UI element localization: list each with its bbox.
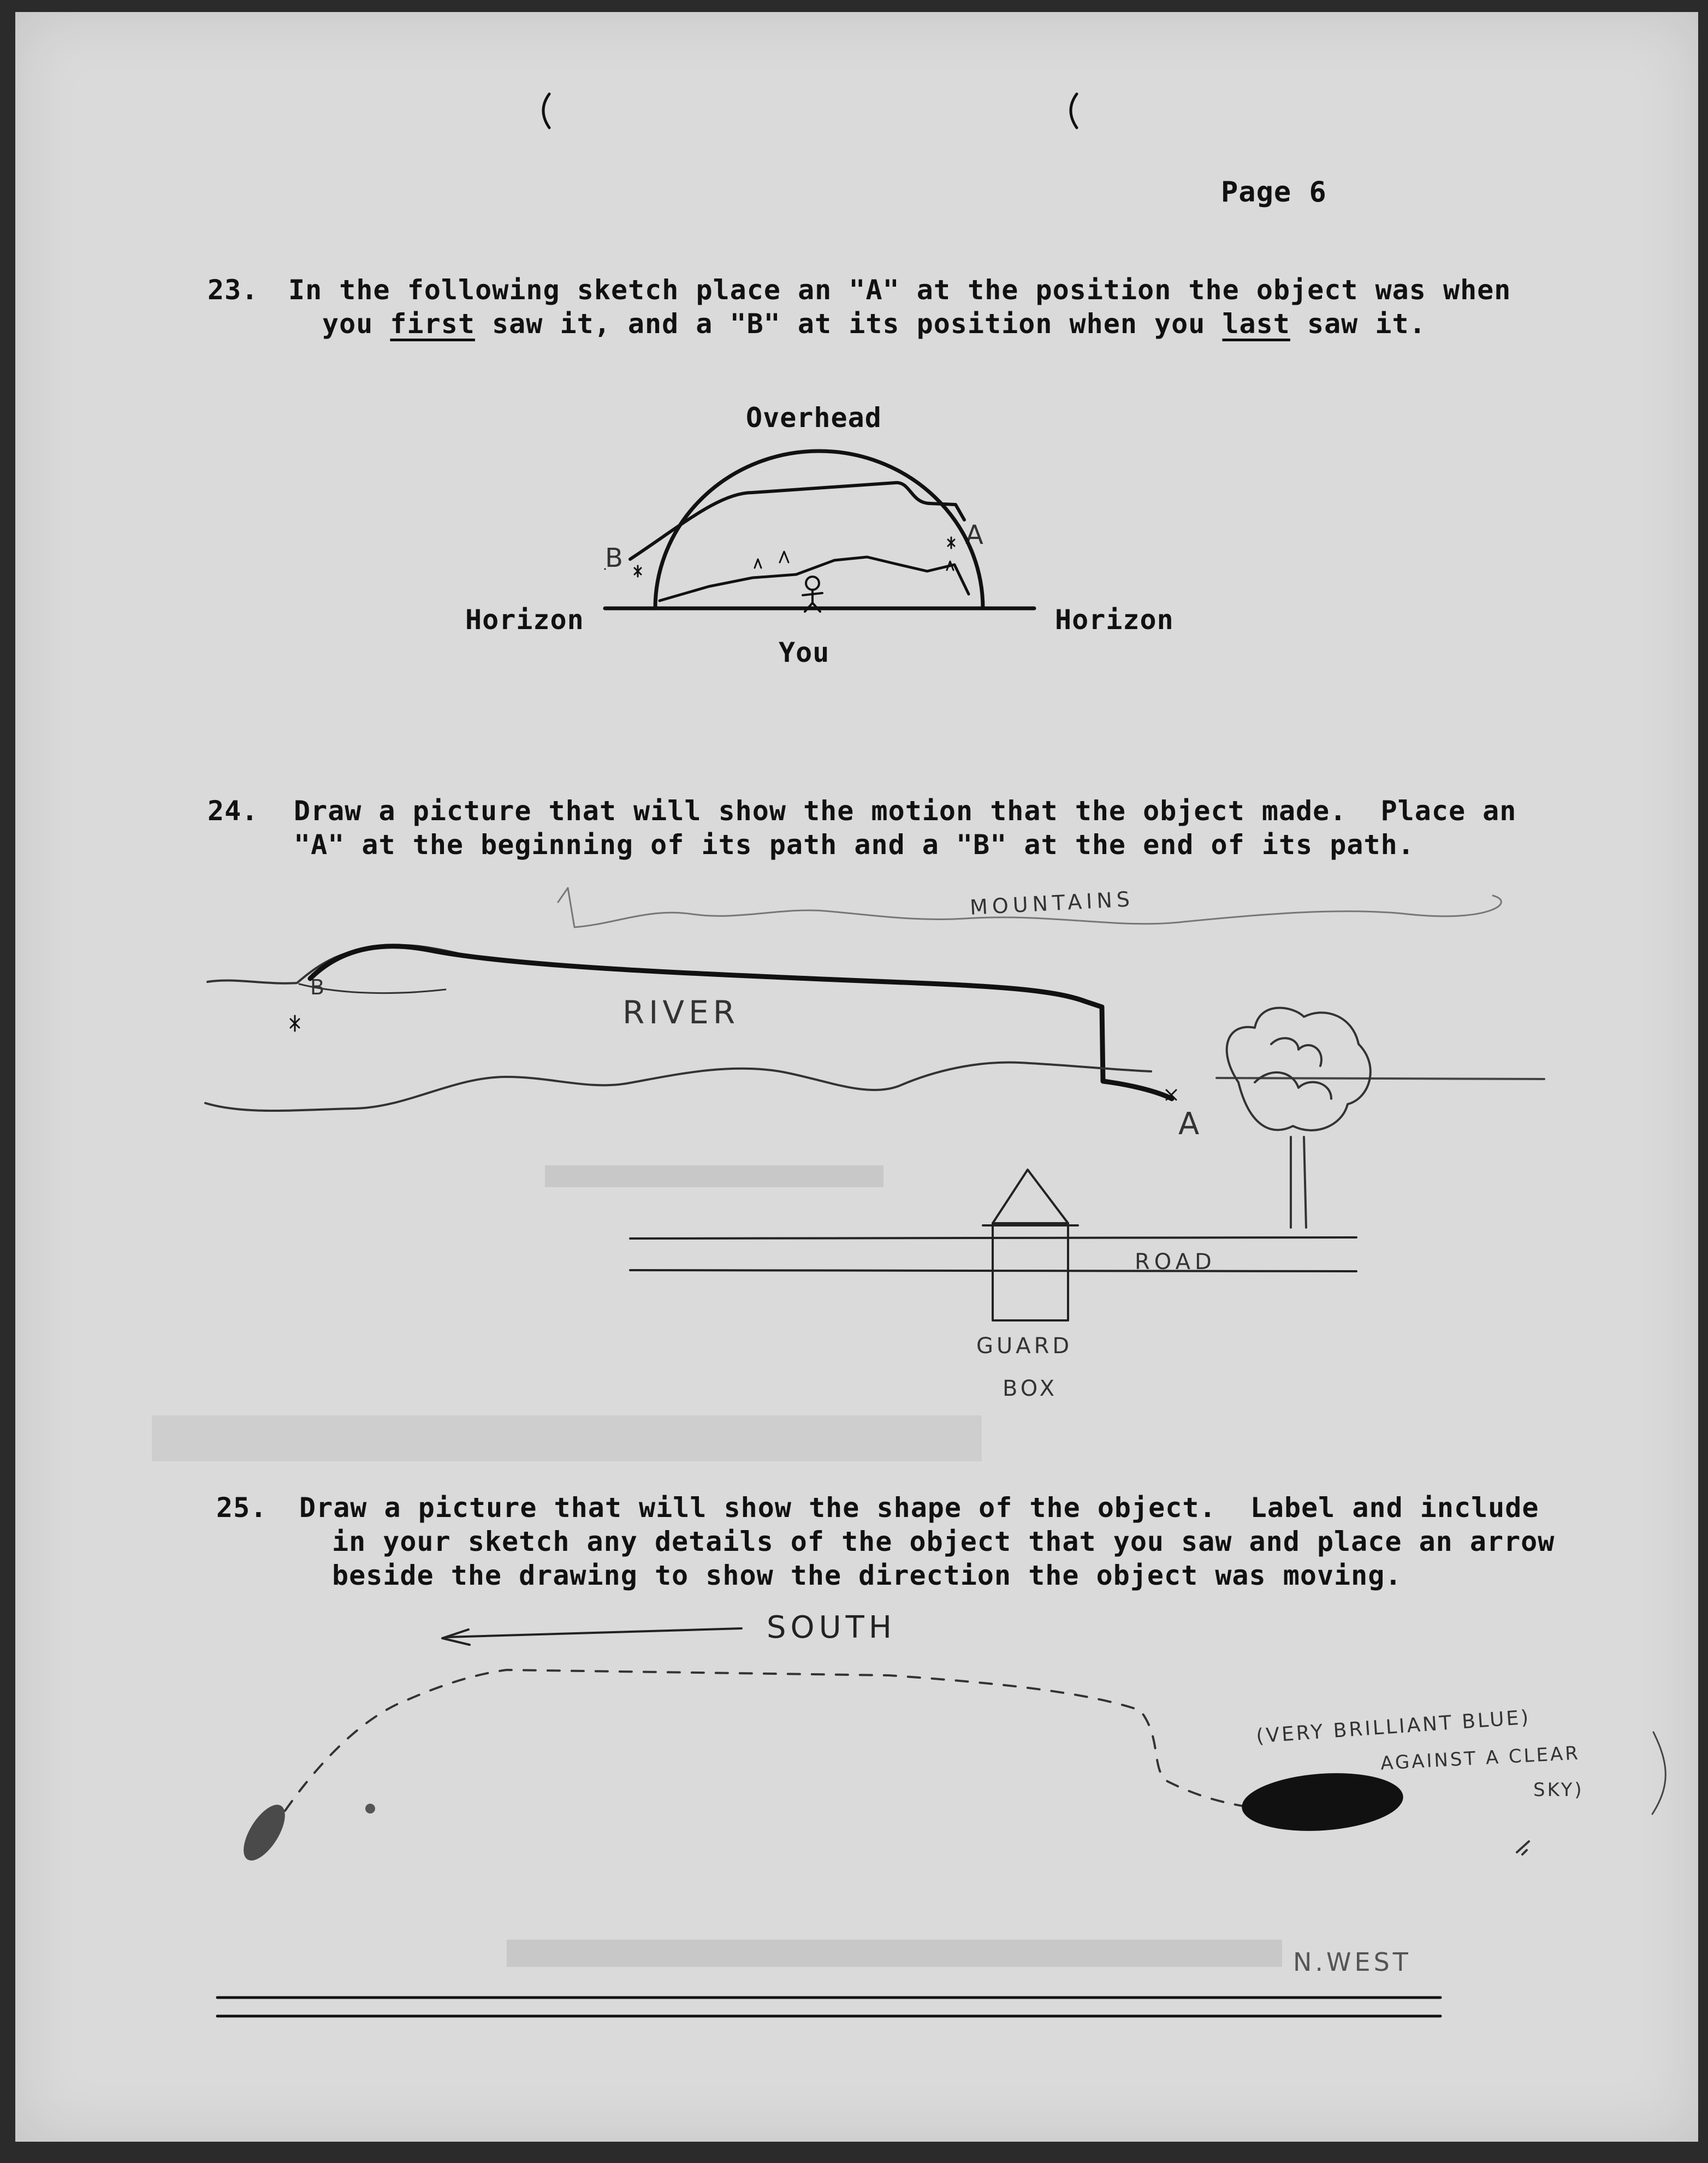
- q23-line2-pre: you: [322, 308, 390, 340]
- object-shape-small: [235, 1798, 293, 1867]
- object-path-sketch: [630, 483, 964, 559]
- observer-figure-icon: [803, 577, 822, 612]
- q25-line3: beside the drawing to show the direction the object was moving.: [332, 1560, 1402, 1591]
- q23-last-word: last: [1222, 308, 1290, 340]
- river-inner-curve: [299, 984, 446, 993]
- south-label: SOUTH: [767, 1610, 896, 1645]
- q25-line1: Draw a picture that will show the shape of the object. Label and include: [299, 1492, 1539, 1524]
- tree-drawing: [1227, 1008, 1371, 1228]
- direction-arrow-shaft: [447, 1628, 742, 1637]
- bleed-through-smudge-3: [507, 1940, 1282, 1967]
- q24-mark-b: B: [310, 975, 325, 999]
- road-label: ROAD: [1135, 1249, 1216, 1275]
- object-motion-path: [310, 946, 1172, 1099]
- form-page: [15, 12, 1698, 2142]
- page-number: Page 6: [1221, 176, 1327, 209]
- object-speck: [365, 1804, 375, 1814]
- bleed-through-smudge-2: [152, 1415, 982, 1461]
- river-bottom-bank: [205, 1062, 1151, 1111]
- box-label: BOX: [1003, 1376, 1058, 1401]
- mountains-label: MOUNTAINS: [969, 887, 1135, 920]
- mountain-ridge: [558, 888, 1501, 927]
- q23-mark-b: B: [605, 543, 623, 573]
- object-trajectory-dashed: [285, 1670, 1260, 1811]
- guard-label: GUARD: [976, 1334, 1073, 1359]
- q24-line1: Draw a picture that will show the motion that the object made. Place an: [294, 795, 1517, 827]
- horizon-line-right: [1217, 1078, 1544, 1079]
- q23-mark-a: A: [965, 520, 983, 550]
- q23-line2-mid: saw it, and a "B" at its position when you: [475, 308, 1223, 340]
- small-tree-marks: [755, 552, 953, 570]
- note-line3: SKY): [1533, 1779, 1584, 1801]
- q24-mark-a: A: [1178, 1106, 1200, 1142]
- guard-box-drawing: [983, 1170, 1078, 1320]
- q23-star-marks: [634, 537, 954, 577]
- q25-line2: in your sketch any details of the object that you saw and place an arrow: [332, 1526, 1555, 1557]
- bleed-through-smudge-1: [545, 1165, 883, 1187]
- q24-number: 24.: [207, 795, 259, 827]
- q23-first-word: first: [390, 308, 475, 340]
- binder-mark-right: [1071, 94, 1077, 128]
- note-bracket: [1652, 1732, 1665, 1814]
- q24-line2: "A" at the beginning of its path and a "B" at the end of its path.: [294, 829, 1415, 861]
- q23-line2-post: saw it.: [1290, 308, 1426, 340]
- q25-number: 25.: [216, 1492, 268, 1524]
- you-label: You: [779, 637, 830, 668]
- note-line2: AGAINST A CLEAR: [1380, 1742, 1581, 1775]
- nwest-label: N.WEST: [1293, 1947, 1412, 1977]
- q23-line1: In the following sketch place an "A" at the position the object was when: [288, 274, 1511, 306]
- overhead-label: Overhead: [746, 402, 882, 434]
- binder-mark-left: [543, 94, 549, 128]
- q23-number: 23.: [207, 274, 259, 306]
- horizon-right-label: Horizon: [1055, 604, 1174, 636]
- object-shape-large: [1240, 1768, 1405, 1836]
- river-label: RIVER: [622, 994, 740, 1031]
- sketch-artwork: [15, 12, 1698, 2142]
- small-object-marks: [1517, 1841, 1529, 1854]
- note-line1: (VERY BRILLIANT BLUE): [1255, 1706, 1532, 1748]
- horizon-left-label: Horizon: [465, 604, 584, 636]
- q24-star-marks: [290, 569, 1176, 1100]
